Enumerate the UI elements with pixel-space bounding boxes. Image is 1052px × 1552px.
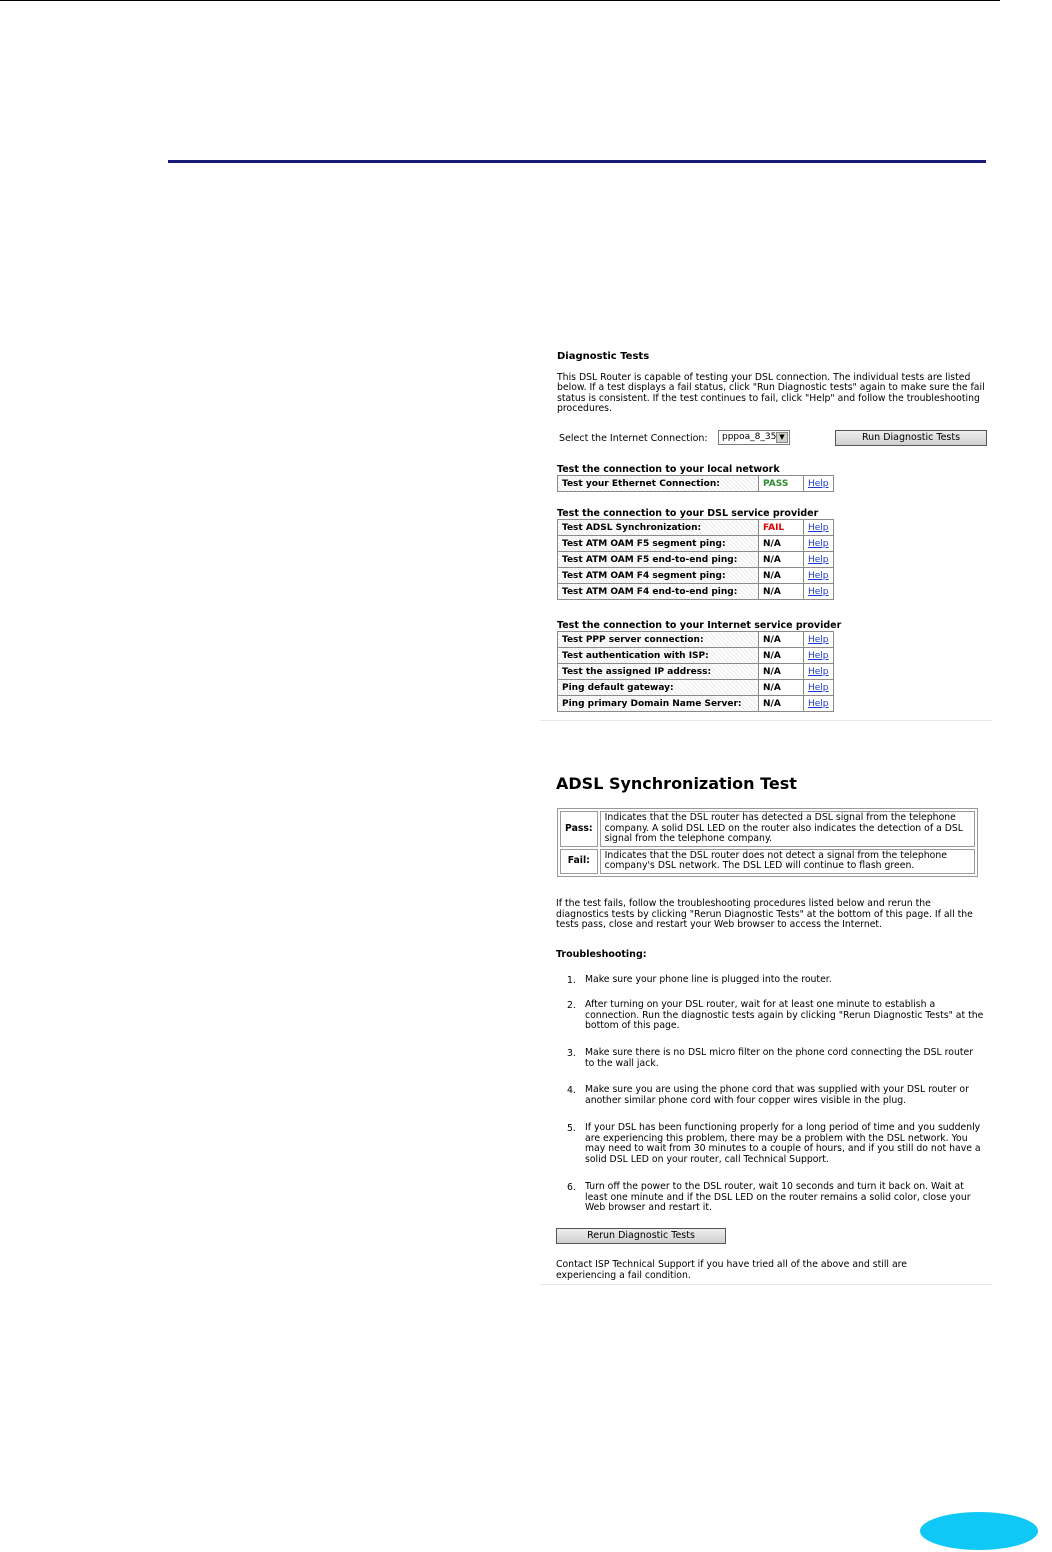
fail-label: Fail: [560,849,598,874]
test-status: N/A [759,568,804,584]
dsl-provider-table [557,519,834,600]
pass-description: Indicates that the DSL router has detected a DSL signal from the telephone company. A solid DSL LED on the router also indicates the detection of a DSL signal from the telephone company. [600,811,975,847]
adsl-sync-title: ADSL Synchronization Test [556,774,797,793]
local-network-table [557,475,834,492]
test-status: N/A [759,632,804,648]
isp-section-title: Test the connection to your Internet service provider [557,620,842,631]
test-name: Ping primary Domain Name Server: [558,696,759,712]
test-name: Test your Ethernet Connection: [558,476,759,492]
table-row [560,849,975,874]
help-link[interactable]: Help [808,478,829,489]
connection-select[interactable] [718,430,790,445]
help-link[interactable]: Help [808,666,829,677]
test-name: Test ATM OAM F5 segment ping: [558,536,759,552]
step-text: Make sure your phone line is plugged into the router. [585,974,832,985]
test-status: N/A [759,584,804,600]
test-name: Test ATM OAM F4 end-to-end ping: [558,584,759,600]
table-row [558,584,834,600]
test-status: N/A [759,664,804,680]
intro-paragraph: If the test fails, follow the troubleshooting procedures listed below and rerun the diagnostics tests by clicking "Rerun Diagnostic Tests" at the bottom of this page. If all the tests pass, close and restart your Web browser to access the Internet. [556,898,973,930]
table-row [558,680,834,696]
table-row [558,476,834,492]
test-name: Test authentication with ISP: [558,648,759,664]
adsl-sync-help-panel [540,760,992,1285]
step-text: If your DSL has been functioning properly for a long period of time and you suddenly are experiencing this problem, there may be a problem with the DSL network. You may need to wait from 30 minutes to a couple of hours, and if you still do not have a solid DSL LED on your router, call Technical Support. [585,1122,981,1165]
diagnostic-description: This DSL Router is capable of testing your DSL connection. The individual tests are listed below. If a test displays a fail status, click "Run Diagnostic tests" again to make sure the fail status is consistent. If the test continues to fail, click "Help" and follow the troubleshooting procedures. [557,372,985,414]
test-name: Test the assigned IP address: [558,664,759,680]
troubleshooting-title: Troubleshooting: [556,949,647,960]
test-name: Ping default gateway: [558,680,759,696]
diagnostic-tests-panel [540,346,992,721]
help-link[interactable]: Help [808,538,829,549]
table-row [558,632,834,648]
test-status: N/A [759,536,804,552]
table-row [558,696,834,712]
step-text: Turn off the power to the DSL router, wait 10 seconds and turn it back on. Wait at least one minute and if the DSL LED on the router remains a solid color, close your Web browser and restart it. [585,1181,971,1213]
page-top-rule [0,0,1000,1]
step-number: 6. [567,1182,576,1193]
contact-support-text: Contact ISP Technical Support if you have tried all of the above and still are experiencing a fail condition. [556,1259,908,1281]
step-number: 4. [567,1085,576,1096]
table-row [558,664,834,680]
test-status: N/A [759,680,804,696]
chapter-title-rule [168,160,986,163]
help-link[interactable]: Help [808,570,829,581]
pass-label: Pass: [560,811,598,847]
chevron-down-icon[interactable]: ▼ [776,432,788,443]
step-text: After turning on your DSL router, wait for at least one minute to establish a connection. Run the diagnostic tests again by clicking "Rerun Diagnostic Tests" at the bottom of this page. [585,999,984,1031]
help-link[interactable]: Help [808,554,829,565]
step-number: 3. [567,1048,576,1059]
help-link[interactable]: Help [808,682,829,693]
step-number: 5. [567,1123,576,1134]
test-status: PASS [759,476,804,492]
table-row [560,811,975,847]
test-name: Test PPP server connection: [558,632,759,648]
diagnostic-title: Diagnostic Tests [557,351,650,362]
help-link[interactable]: Help [808,634,829,645]
test-status: N/A [759,696,804,712]
help-link[interactable]: Help [808,586,829,597]
test-name: Test ADSL Synchronization: [558,520,759,536]
test-name: Test ATM OAM F4 segment ping: [558,568,759,584]
step-text: Make sure you are using the phone cord that was supplied with your DSL router or another similar phone cord with four copper wires visible in the plug. [585,1084,969,1106]
connection-select-value: pppoa_8_35 [722,432,777,442]
step-number: 1. [567,975,576,986]
fail-description: Indicates that the DSL router does not detect a signal from the telephone company's DSL network. The DSL LED will continue to flash green. [600,849,975,874]
pass-fail-table [557,808,978,877]
test-status: FAIL [759,520,804,536]
table-row [558,648,834,664]
run-diagnostic-tests-button[interactable]: Run Diagnostic Tests [835,430,987,446]
table-row [558,536,834,552]
step-number: 2. [567,1000,576,1011]
test-status: N/A [759,648,804,664]
local-network-section-title: Test the connection to your local network [557,464,780,475]
test-status: N/A [759,552,804,568]
table-row [558,552,834,568]
rerun-diagnostic-tests-button[interactable]: Rerun Diagnostic Tests [556,1228,726,1244]
help-link[interactable]: Help [808,698,829,709]
step-text: Make sure there is no DSL micro filter on the phone cord connecting the DSL router to the wall jack. [585,1047,974,1069]
help-link[interactable]: Help [808,650,829,661]
help-link[interactable]: Help [808,522,829,533]
table-row [558,520,834,536]
isp-table [557,631,834,712]
page-number-badge [920,1512,1038,1550]
dsl-provider-section-title: Test the connection to your DSL service provider [557,508,819,519]
test-name: Test ATM OAM F5 end-to-end ping: [558,552,759,568]
connection-label: Select the Internet Connection: [559,433,708,444]
table-row [558,568,834,584]
